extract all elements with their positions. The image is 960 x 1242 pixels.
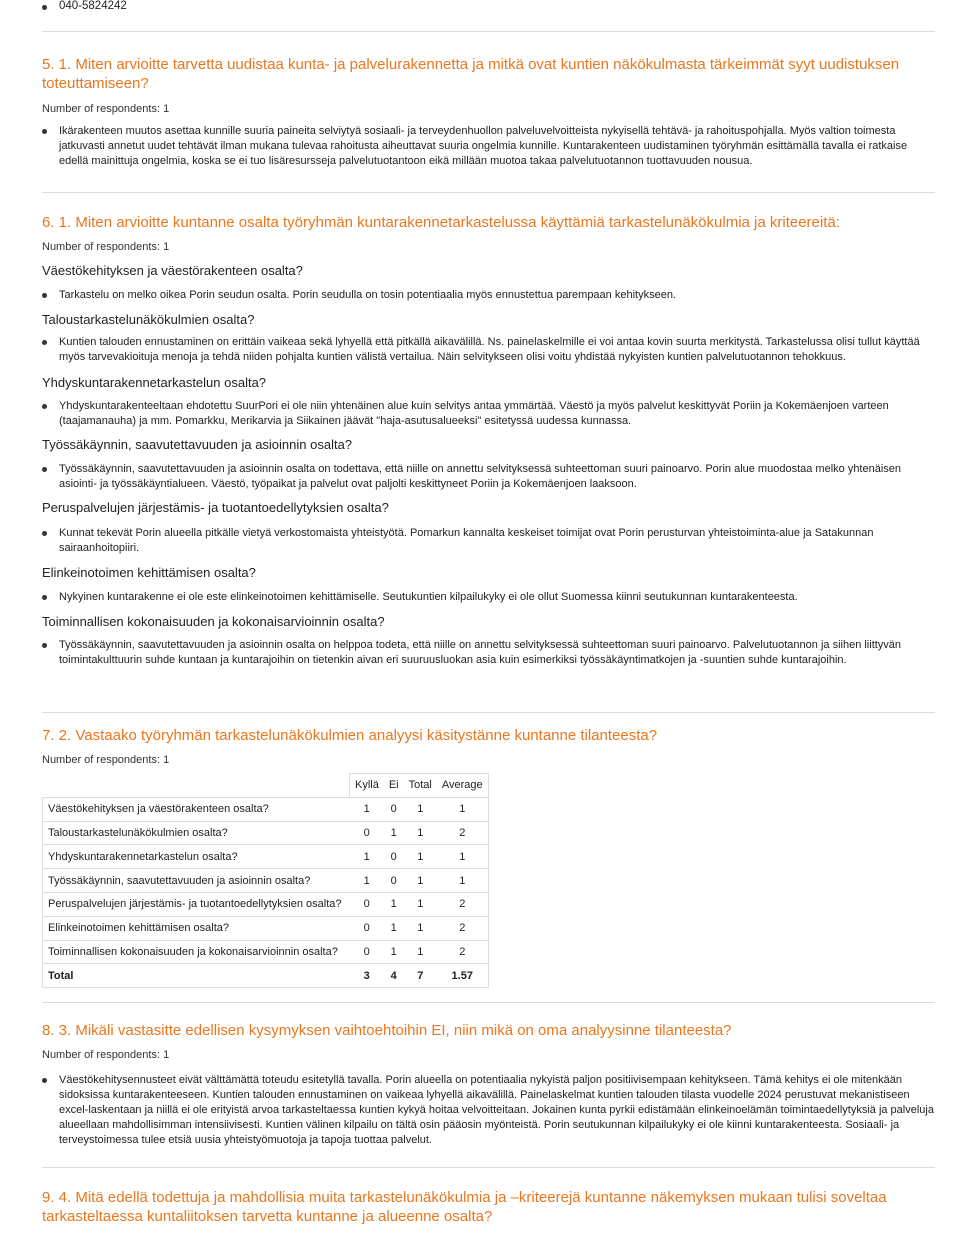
question-5-answer: Ikärakenteen muutos asettaa kunnille suuria paineita selviytyä sosiaali- ja terveydenhuollon palveluvelvoitteista nykyisellä tehtävä- ja rahoituspohjalla. Myös valtion toimesta jatkuvasti annetut uudet tehtävät ilman mukana tulevaa rahoitusta aiheuttavat suuria ongelmia kunnille. Kuntarakenteen uudistaminen työryhmän esittämällä tavalla ei ratkaise edellä mainittuja ongelmia, koska se ei tuo lisäresursseja palvelutuotantoon eikä millään muotoa takaa palvelutuotannon tuottavuuden nousua. [59,125,908,167]
question-5-answer-row [42,124,935,169]
question-8-answer-row [42,1073,935,1148]
section-divider [42,1167,935,1168]
bullet-icon [42,340,47,345]
table-row [43,892,489,916]
question-7-title: 7. 2. Vastaako työryhmän tarkastelunäkökulmien analyysi käsitystänne kuntanne tilanteesta? [42,727,658,744]
question-8-respondents: Number of respondents: 1 [42,1049,170,1061]
q6-section-heading: Väestökehityksen ja väestörakenteen osalta? [42,263,303,278]
table-row [43,821,489,845]
row-label: Elinkeinotoimen kehittämisen osalta? [43,916,350,940]
results-table [42,773,489,988]
q6-section-answer: Yhdyskuntarakenteeltaan ehdotettu SuurPori ei ole niin yhtenäinen alue kuin selvitys antaa ymmärtää. Väestö ja myös palvelut keskittyvät Poriin ja Kokemäenjoen varteen (taajamanauha) ja mm. Pomarkku, Merikarvia ja Siikainen jäävät "haja-asutusalueeksi" esitetyssä uudessa kunnassa. [59,400,889,427]
cell-total: 1 [404,797,437,821]
cell-total: 1 [404,940,437,964]
cell-total: 1 [404,916,437,940]
table-header-average: Average [437,774,488,798]
q6-section-answer-row [42,288,935,303]
cell-average: 2 [437,892,488,916]
row-label: Yhdyskuntarakennetarkastelun osalta? [43,845,350,869]
cell-kylla: 0 [350,916,384,940]
table-header-kylla: Kyllä [350,774,384,798]
table-total-row [43,964,489,988]
q6-section-heading: Taloustarkastelunäkökulmien osalta? [42,312,255,327]
cell-kylla: 1 [350,869,384,893]
bullet-icon [42,467,47,472]
q6-section-answer-row [42,638,935,668]
q6-section-heading: Elinkeinotoimen kehittämisen osalta? [42,565,256,580]
total-ei: 4 [384,964,404,988]
cell-total: 1 [404,892,437,916]
row-label: Työssäkäynnin, saavutettavuuden ja asioinnin osalta? [43,869,350,893]
bullet-icon [42,1078,47,1083]
cell-ei: 1 [384,916,404,940]
total-average: 1.57 [437,964,488,988]
section-divider [42,1002,935,1003]
table-row [43,797,489,821]
row-label: Toiminnallisen kokonaisuuden ja kokonaisarvioinnin osalta? [43,940,350,964]
question-6-title: 6. 1. Miten arvioitte kuntanne osalta työryhmän kuntarakennetarkastelussa käyttämiä tarkastelunäkökulmia ja kriteereitä: [42,214,840,231]
bullet-icon [42,5,47,10]
q6-section-answer: Kunnat tekevät Porin alueella pitkälle vietyä verkostomaista yhteistyötä. Pomarkun kannalta keskeiset toimijat ovat Porin perusturvan yhteistoiminta-alue ja Satakunnan sairaanhoitopiiri. [59,527,874,554]
question-9-title: 9. 4. Mitä edellä todettuja ja mahdollisia muita tarkastelunäkökulmia ja –kriteerejä kuntanne näkemyksen mukaan tulisi soveltaa tarkasteltaessa kuntaliitoksen tarvetta kuntanne ja alueenne osalta? [42,1189,887,1225]
bullet-icon [42,595,47,600]
section-divider [42,31,935,32]
row-label: Taloustarkastelunäkökulmien osalta? [43,821,350,845]
question-5-respondents: Number of respondents: 1 [42,103,170,115]
q6-section-heading: Työssäkäynnin, saavutettavuuden ja asioinnin osalta? [42,437,353,452]
bullet-icon [42,531,47,536]
cell-ei: 1 [384,940,404,964]
q6-section-heading: Peruspalvelujen järjestämis- ja tuotantoedellytyksien osalta? [42,500,389,515]
section-divider [42,192,935,193]
cell-average: 2 [437,821,488,845]
cell-kylla: 0 [350,892,384,916]
q6-section-answer-row [42,335,935,365]
cell-average: 2 [437,940,488,964]
table-row [43,916,489,940]
bullet-icon [42,129,47,134]
q6-section-answer-row [42,590,935,605]
cell-total: 1 [404,869,437,893]
phone-number: 040-5824242 [59,0,127,12]
cell-ei: 0 [384,869,404,893]
table-header-ei: Ei [384,774,404,798]
q6-section-answer: Työssäkäynnin, saavutettavuuden ja asioinnin osalta on helppoa todeta, että niille on annettu selvityksessä suhteettoman suuri painoarvo. Palvelutuotannon ja siihen liittyvän toimintakulttuurin suhde kuntaan ja kuntarajoihin on tietenkin aivan eri suuruusluokan asia kuin esimerkiksi työssäkäyntimatkojen ja -suuntien suhde kuntarajoihin. [59,639,902,666]
cell-average: 2 [437,916,488,940]
cell-kylla: 1 [350,845,384,869]
q6-section-answer-row [42,462,935,492]
cell-average: 1 [437,869,488,893]
q6-section-answer: Työssäkäynnin, saavutettavuuden ja asioinnin osalta on todettava, että niille on annettu selvityksessä suhteettoman suuri painoarvo. Porin alue muodostaa melko yhtenäisen asiointi- ja työssäkäyntialueen. Väestö, työpaikat ja palvelut ovat paljolti keskittyneet Poriin ja Kokemäenjoen laaksoon. [59,463,902,490]
cell-ei: 1 [384,892,404,916]
cell-average: 1 [437,797,488,821]
cell-average: 1 [437,845,488,869]
q6-section-answer: Nykyinen kuntarakenne ei ole este elinkeinotoimen kehittämiselle. Seutukuntien kilpailukyky ei ole ollut Suomessa kiinni seutukunnan kuntarakenteesta. [59,591,798,603]
cell-ei: 0 [384,845,404,869]
cell-kylla: 0 [350,821,384,845]
cell-kylla: 1 [350,797,384,821]
bullet-icon [42,404,47,409]
table-row [43,845,489,869]
total-total: 7 [404,964,437,988]
question-8-title: 8. 3. Mikäli vastasitte edellisen kysymyksen vaihtoehtoihin EI, niin mikä on oma analyysinne tilanteesta? [42,1022,732,1039]
table-header-row [43,774,489,798]
bullet-icon [42,643,47,648]
section-divider [42,712,935,713]
table-header-total: Total [404,774,437,798]
q6-section-heading: Yhdyskuntarakennetarkastelun osalta? [42,375,267,390]
q6-section-answer-row [42,399,935,429]
question-8-answer: Väestökehitysennusteet eivät välttämättä toteudu esitetyllä tavalla. Porin alueella on potentiaalia nykyistä paljon positiivisempaan kehitykseen. Tämä kehitys ei ole mitenkään sidoksissa kuntarakenteeseen. Kuntien talouden ennustaminen on vaikeaa lyhyellä aikavälillä. Painelaskelmat kuntien talouden tilasta vuodelle 2024 perustuvat mekanistiseen excel-laskentaan ja niillä ei ole erityistä arvoa tarkasteltaessa kuntien kykyä hoitaa velvoitteitaan. Jokainen kunta pyrkii edistämään elinkeinoelämän toimintaedellytyksiä ja palveluja alueellaan mahdollisimman intensiivisesti. Kuntien välinen kilpailu on tältä osin pääosin myönteistä. Porin seutukunnan kilpailukyky ei ole kiinni kuntarakenteesta. Sosiaali- ja terveystoimessa tulee etsiä uusia yhteistyömuotoja ja tapoja tuottaa palvelut. [59,1074,934,1146]
cell-ei: 0 [384,797,404,821]
cell-kylla: 0 [350,940,384,964]
table-row [43,869,489,893]
row-label: Väestökehityksen ja väestörakenteen osalta? [43,797,350,821]
row-label: Peruspalvelujen järjestämis- ja tuotantoedellytyksien osalta? [43,892,350,916]
q6-section-heading: Toiminnallisen kokonaisuuden ja kokonaisarvioinnin osalta? [42,614,385,629]
cell-total: 1 [404,821,437,845]
cell-total: 1 [404,845,437,869]
table-row [43,940,489,964]
contact-phone-row [42,0,127,12]
bullet-icon [42,293,47,298]
q6-section-answer: Kuntien talouden ennustaminen on erittäin vaikeaa sekä lyhyellä että pitkällä aikavälillä. Ns. painelaskelmille ei voi antaa kovin suurta merkitystä. Tarkastelussa olisi tullut käyttää myös tarvevakioituja menoja ja tehdä niiden pohjalta kuntien välistä vertailua. Näin selvitykseen olisi voitu yhdistää nykyisten kuntien palvelutuotannon tehokkuus. [59,336,920,363]
question-7-respondents: Number of respondents: 1 [42,754,170,766]
table-header-blank [43,774,350,798]
q6-section-answer: Tarkastelu on melko oikea Porin seudun osalta. Porin seudulla on tosin potentiaalia myös ennustettua parempaan kehitykseen. [59,289,676,301]
question-5-title: 5. 1. Miten arvioitte tarvetta uudistaa kunta- ja palvelurakennetta ja mitkä ovat kuntien näkökulmasta tärkeimmät syyt uudistuksen toteuttamiseen? [42,56,900,92]
question-6-respondents: Number of respondents: 1 [42,241,170,253]
cell-ei: 1 [384,821,404,845]
total-label: Total [43,964,350,988]
q6-section-answer-row [42,526,935,556]
total-kylla: 3 [350,964,384,988]
